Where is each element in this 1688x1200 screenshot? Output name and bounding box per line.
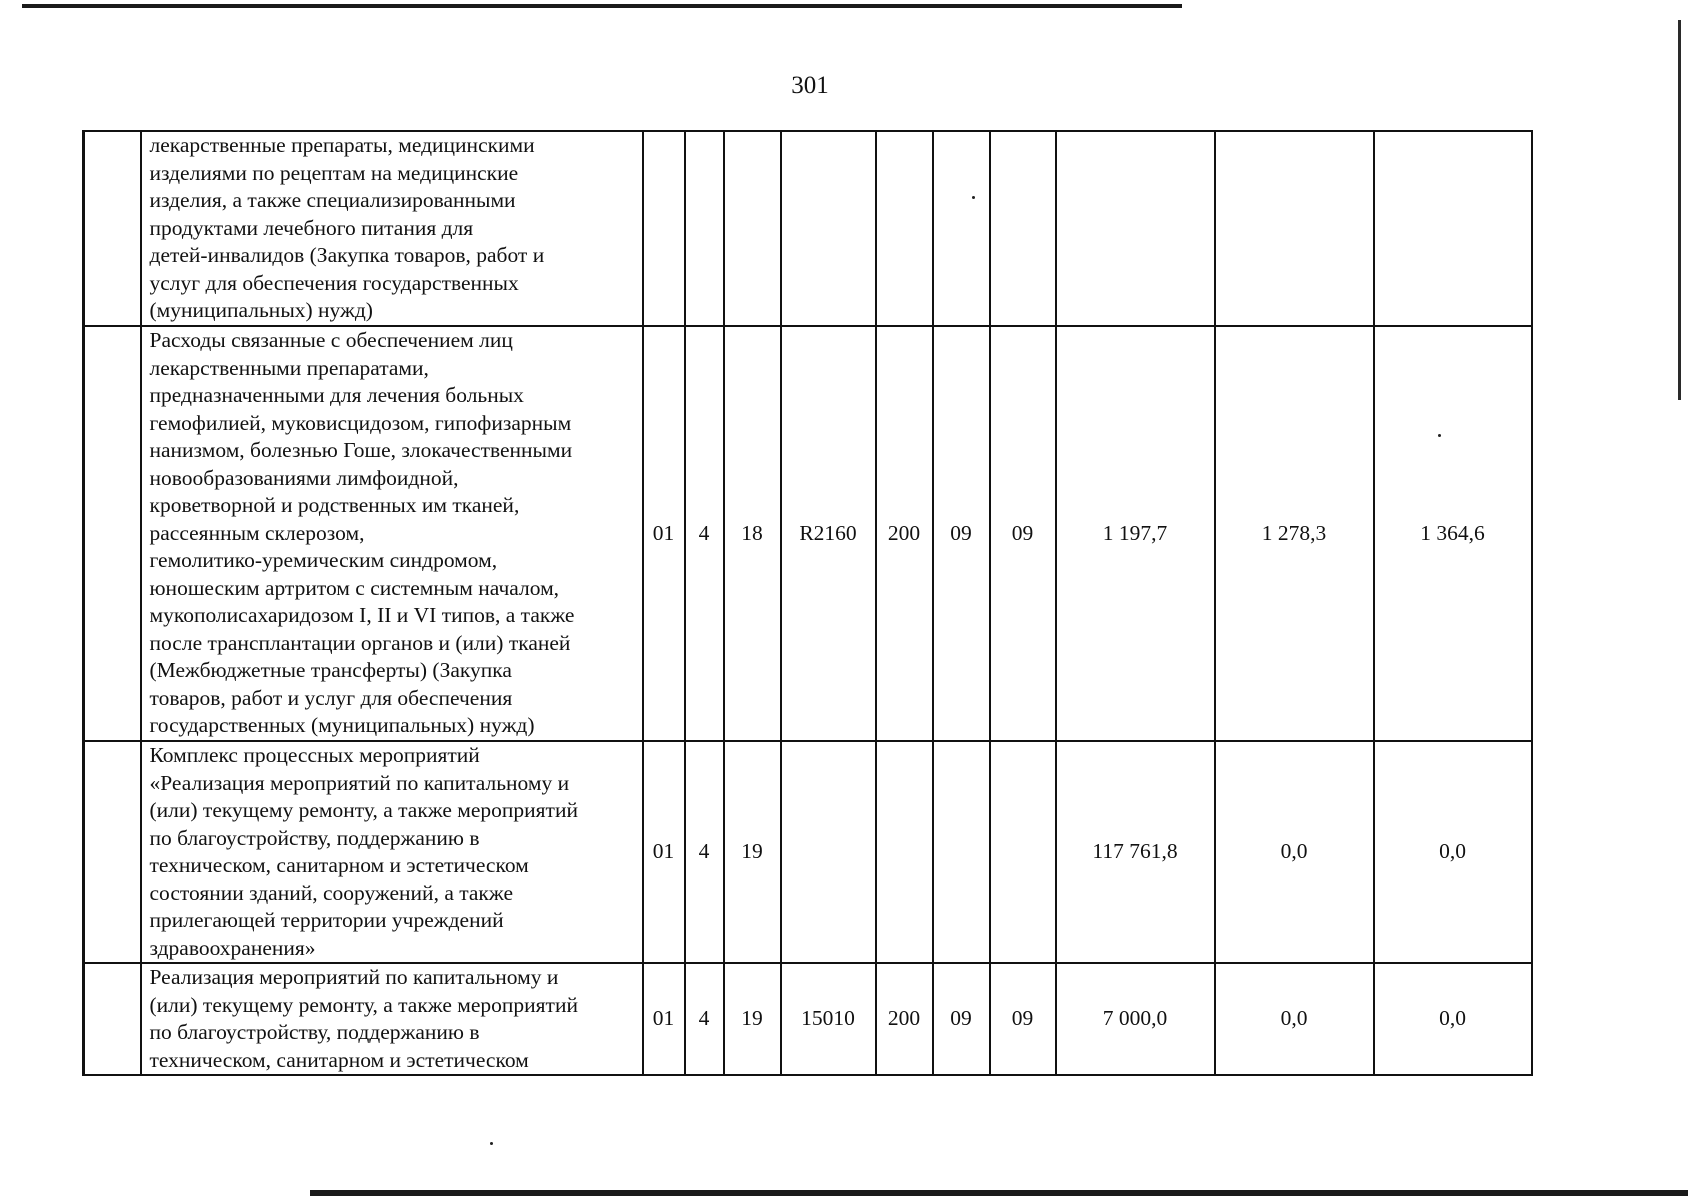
section-cell xyxy=(933,131,990,326)
expense-type-cell xyxy=(876,741,933,963)
structure-element-cell: 18 xyxy=(724,326,781,741)
direction-code-cell xyxy=(781,741,876,963)
table-row xyxy=(84,131,1532,326)
subprogram-code-cell: 4 xyxy=(685,326,724,741)
description-line: изделия, а также специализированными xyxy=(149,188,516,212)
scan-top-border xyxy=(22,4,1182,8)
description-line: «Реализация мероприятий по капитальному и xyxy=(149,770,570,795)
description-line: продуктами лечебного питания для xyxy=(149,215,474,240)
table-row xyxy=(84,326,1532,741)
description-line: техническом, санитарном и эстетическом xyxy=(149,1047,529,1072)
program-code-cell: 01 xyxy=(643,326,685,741)
section-cell xyxy=(933,741,990,963)
description-line: здравоохранения» xyxy=(149,935,316,960)
description-line: государственных (муниципальных) нужд) xyxy=(149,713,535,737)
description-line: новообразованиями лимфоидной, xyxy=(149,465,459,490)
direction-code-cell: R2160 xyxy=(781,326,876,741)
description-line: (или) текущему ремонту, а также мероприятий xyxy=(149,992,578,1017)
description-line: лекарственные препараты, медицинскими xyxy=(149,133,535,157)
subsection-cell: 09 xyxy=(990,326,1056,741)
description-line: детей-инвалидов (Закупка товаров, работ и xyxy=(149,243,545,267)
description-line: предназначенными для лечения больных xyxy=(149,383,524,407)
scan-right-edge xyxy=(1678,20,1681,400)
structure-element-cell: 19 xyxy=(724,741,781,963)
direction-code-cell: 15010 xyxy=(781,963,876,1075)
scan-speck xyxy=(490,1142,493,1145)
description-cell xyxy=(141,741,643,963)
description-line: прилегающей территории учреждений xyxy=(149,908,504,932)
amount-year-1-cell: 117 761,8 xyxy=(1056,741,1215,963)
subsection-cell xyxy=(990,131,1056,326)
budget-table xyxy=(82,130,1533,1076)
row-number-cell xyxy=(84,326,141,741)
subprogram-code-cell: 4 xyxy=(685,963,724,1075)
subprogram-code-cell: 4 xyxy=(685,741,724,963)
amount-year-2-cell xyxy=(1215,131,1374,326)
amount-year-1-cell xyxy=(1056,131,1215,326)
row-number-cell xyxy=(84,963,141,1075)
description-line: нанизмом, болезнью Гоше, злокачественными xyxy=(149,438,573,462)
description-line: (Межбюджетные трансферты) (Закупка xyxy=(149,658,512,682)
description-line: товаров, работ и услуг для обеспечения xyxy=(149,685,513,710)
page-number: 301 xyxy=(791,72,829,99)
description-line: кроветворной и родственных им тканей, xyxy=(149,493,520,517)
description-line: гемолитико-уремическим синдромом, xyxy=(149,548,498,572)
description-line: техническом, санитарном и эстетическом xyxy=(149,853,529,877)
amount-year-1-cell: 7 000,0 xyxy=(1056,963,1215,1075)
section-cell: 09 xyxy=(933,326,990,741)
scan-bottom-border xyxy=(310,1190,1688,1196)
description-line: мукополисахаридозом I, II и VI типов, а также xyxy=(149,603,575,627)
description-line: (муниципальных) нужд) xyxy=(149,298,373,322)
structure-element-cell xyxy=(724,131,781,326)
description-cell xyxy=(141,131,643,326)
description-line: по благоустройству, поддержанию в xyxy=(149,1020,480,1044)
amount-year-2-cell: 0,0 xyxy=(1215,741,1374,963)
description-line: Реализация мероприятий по капитальному и xyxy=(149,965,559,989)
amount-year-1-cell: 1 197,7 xyxy=(1056,326,1215,741)
subsection-cell: 09 xyxy=(990,963,1056,1075)
amount-year-3-cell: 0,0 xyxy=(1374,963,1532,1075)
expense-type-cell xyxy=(876,131,933,326)
amount-year-2-cell: 0,0 xyxy=(1215,963,1374,1075)
program-code-cell xyxy=(643,131,685,326)
section-cell: 09 xyxy=(933,963,990,1075)
expense-type-cell: 200 xyxy=(876,326,933,741)
row-number-cell xyxy=(84,741,141,963)
expense-type-cell: 200 xyxy=(876,963,933,1075)
row-number-cell xyxy=(84,131,141,326)
description-line: лекарственными препаратами, xyxy=(149,355,429,380)
description-line: рассеянным склерозом, xyxy=(149,520,365,545)
program-code-cell: 01 xyxy=(643,963,685,1075)
amount-year-2-cell: 1 278,3 xyxy=(1215,326,1374,741)
description-line: Расходы связанные с обеспечением лиц xyxy=(149,328,513,352)
amount-year-3-cell xyxy=(1374,131,1532,326)
description-line: юношеским артритом с системным началом, xyxy=(149,575,560,600)
amount-year-3-cell: 1 364,6 xyxy=(1374,326,1532,741)
table-row xyxy=(84,741,1532,963)
description-cell xyxy=(141,963,643,1075)
description-line: состоянии зданий, сооружений, а также xyxy=(149,880,513,905)
subsection-cell xyxy=(990,741,1056,963)
description-line: Комплекс процессных мероприятий xyxy=(149,743,480,767)
description-line: (или) текущему ремонту, а также мероприятий xyxy=(149,798,578,822)
description-cell xyxy=(141,326,643,741)
description-line: после трансплантации органов и (или) тканей xyxy=(149,630,571,655)
subprogram-code-cell xyxy=(685,131,724,326)
table-row xyxy=(84,963,1532,1075)
description-line: гемофилией, муковисцидозом, гипофизарным xyxy=(149,410,572,435)
description-line: услуг для обеспечения государственных xyxy=(149,270,519,295)
amount-year-3-cell: 0,0 xyxy=(1374,741,1532,963)
program-code-cell: 01 xyxy=(643,741,685,963)
description-line: изделиями по рецептам на медицинские xyxy=(149,160,519,185)
direction-code-cell xyxy=(781,131,876,326)
structure-element-cell: 19 xyxy=(724,963,781,1075)
description-line: по благоустройству, поддержанию в xyxy=(149,825,480,850)
